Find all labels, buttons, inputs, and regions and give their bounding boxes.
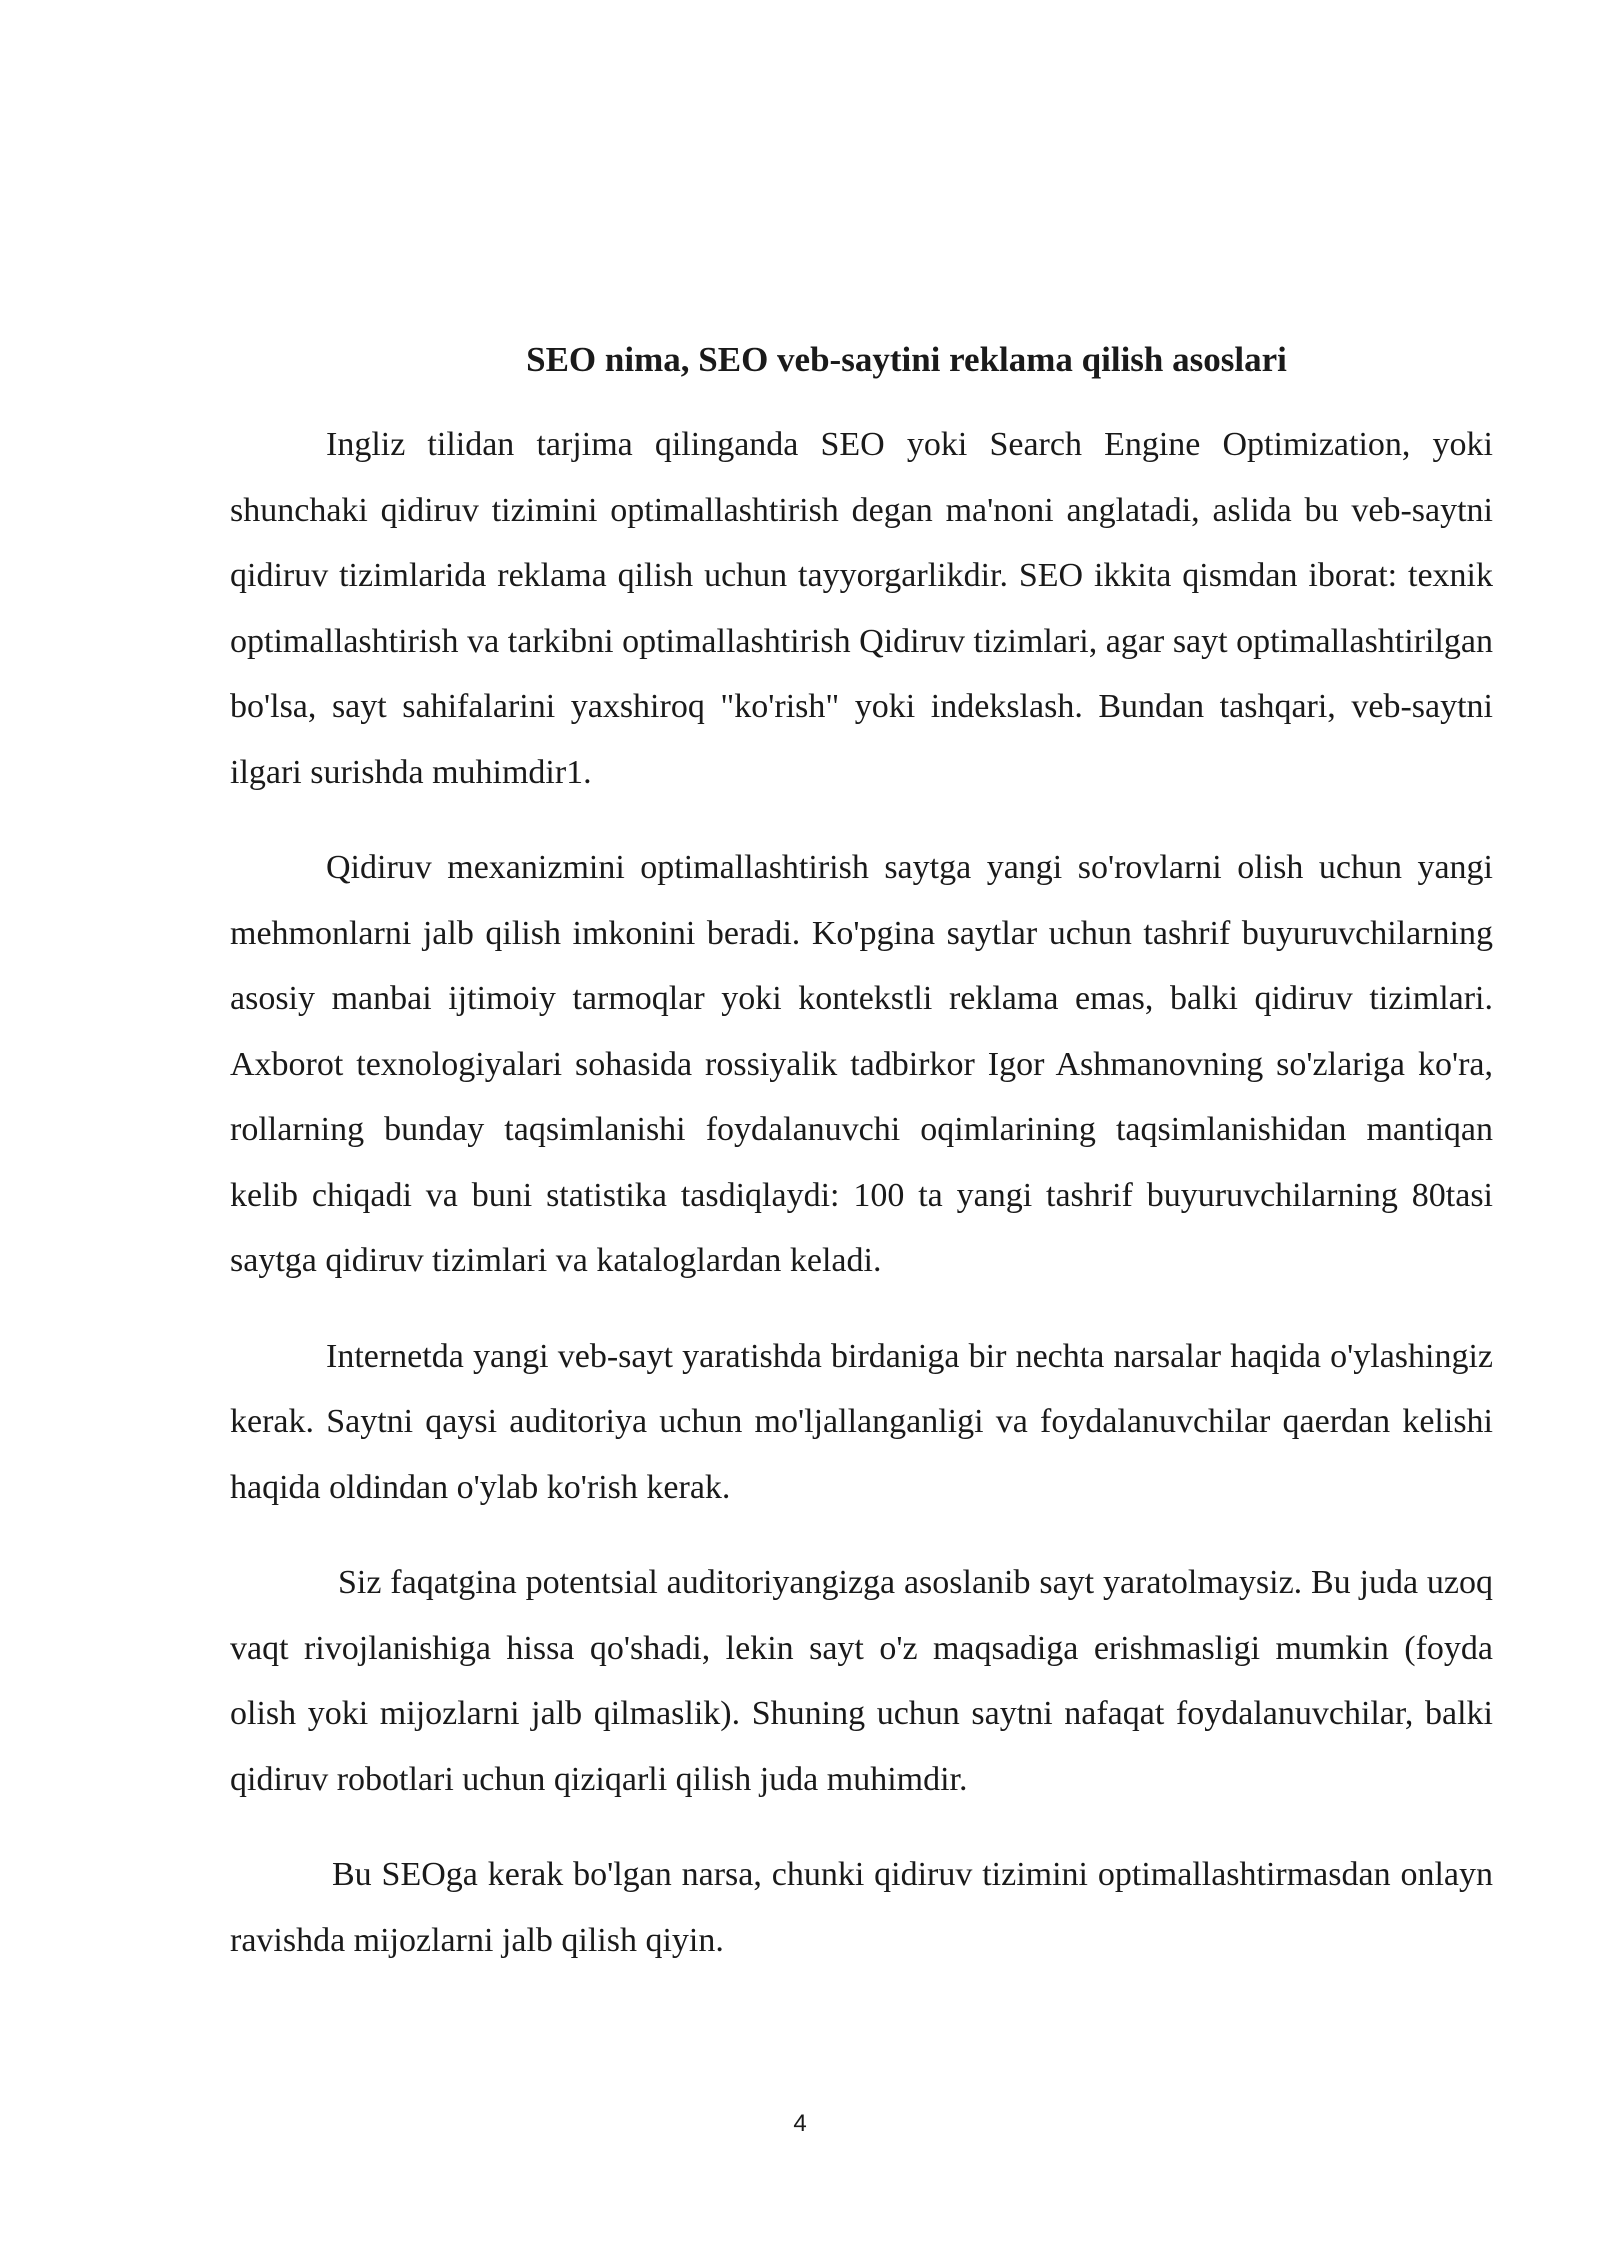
page-title: SEO nima, SEO veb-saytini reklama qilish asoslari [526,340,1287,379]
paragraph-5: Bu SEOga kerak bo'lgan narsa, chunki qidiruv tizimini optimallashtirmasdan onlayn ravishda mijozlarni jalb qilish qiyin. [230,1856,1493,1959]
paragraph-4: Siz faqatgina potentsial auditoriyangizga asoslanib sayt yaratolmaysiz. Bu juda uzoq vaqt rivojlanishiga hissa qo'shadi, lekin sayt o'z maqsadiga erishmasligi mumkin (foyda olish yoki mijozlarni jalb qilmaslik). Shuning uchun saytni nafaqat foydalanuvchilar, balki qidiruv robotlari uchun qiziqarli qilish juda muhimdir. [230,1564,1493,1798]
paragraph-1: Ingliz tilidan tarjima qilinganda SEO yoki Search Engine Optimization, yoki shunchaki qidiruv tizimini optimallashtirish degan ma'noni anglatadi, aslida bu veb-saytni qidiruv tizimlarida reklama qilish uchun tayyorgarlikdir. SEO ikkita qismdan iborat: texnik optimallashtirish va tarkibni optimallashtirish Qidiruv tizimlari, agar sayt optimallashtirilgan bo'lsa, sayt sahifalarini yaxshiroq "ko'rish" yoki indekslash. Bundan tashqari, veb-saytni ilgari surishda muhimdir1. [230,426,1493,791]
page-content [230,330,1493,2003]
paragraph-2: Qidiruv mexanizmini optimallashtirish saytga yangi so'rovlarni olish uchun yangi mehmonlarni jalb qilish imkonini beradi. Ko'pgina saytlar uchun tashrif buyuruvchilarning asosiy manbai ijtimoiy tarmoqlar yoki kontekstli reklama emas, balki qidiruv tizimlari. Axborot texnologiyalari sohasida rossiyalik tadbirkor Igor Ashmanovning so'zlariga ko'ra, rollarning bunday taqsimlanishi foydalanuvchi oqimlarining taqsimlanishidan mantiqan kelib chiqadi va buni statistika tasdiqlaydi: 100 ta yangi tashrif buyuruvchilarning 80tasi saytga qidiruv tizimlari va kataloglardan keladi. [230,849,1493,1279]
page-number: 4 [793,2110,807,2137]
paragraph-3: Internetda yangi veb-sayt yaratishda birdaniga bir nechta narsalar haqida o'ylashingiz kerak. Saytni qaysi auditoriya uchun mo'ljallanganligi va foydalanuvchilar qaerdan kelishi haqida oldindan o'ylab ko'rish kerak. [230,1337,1493,1506]
